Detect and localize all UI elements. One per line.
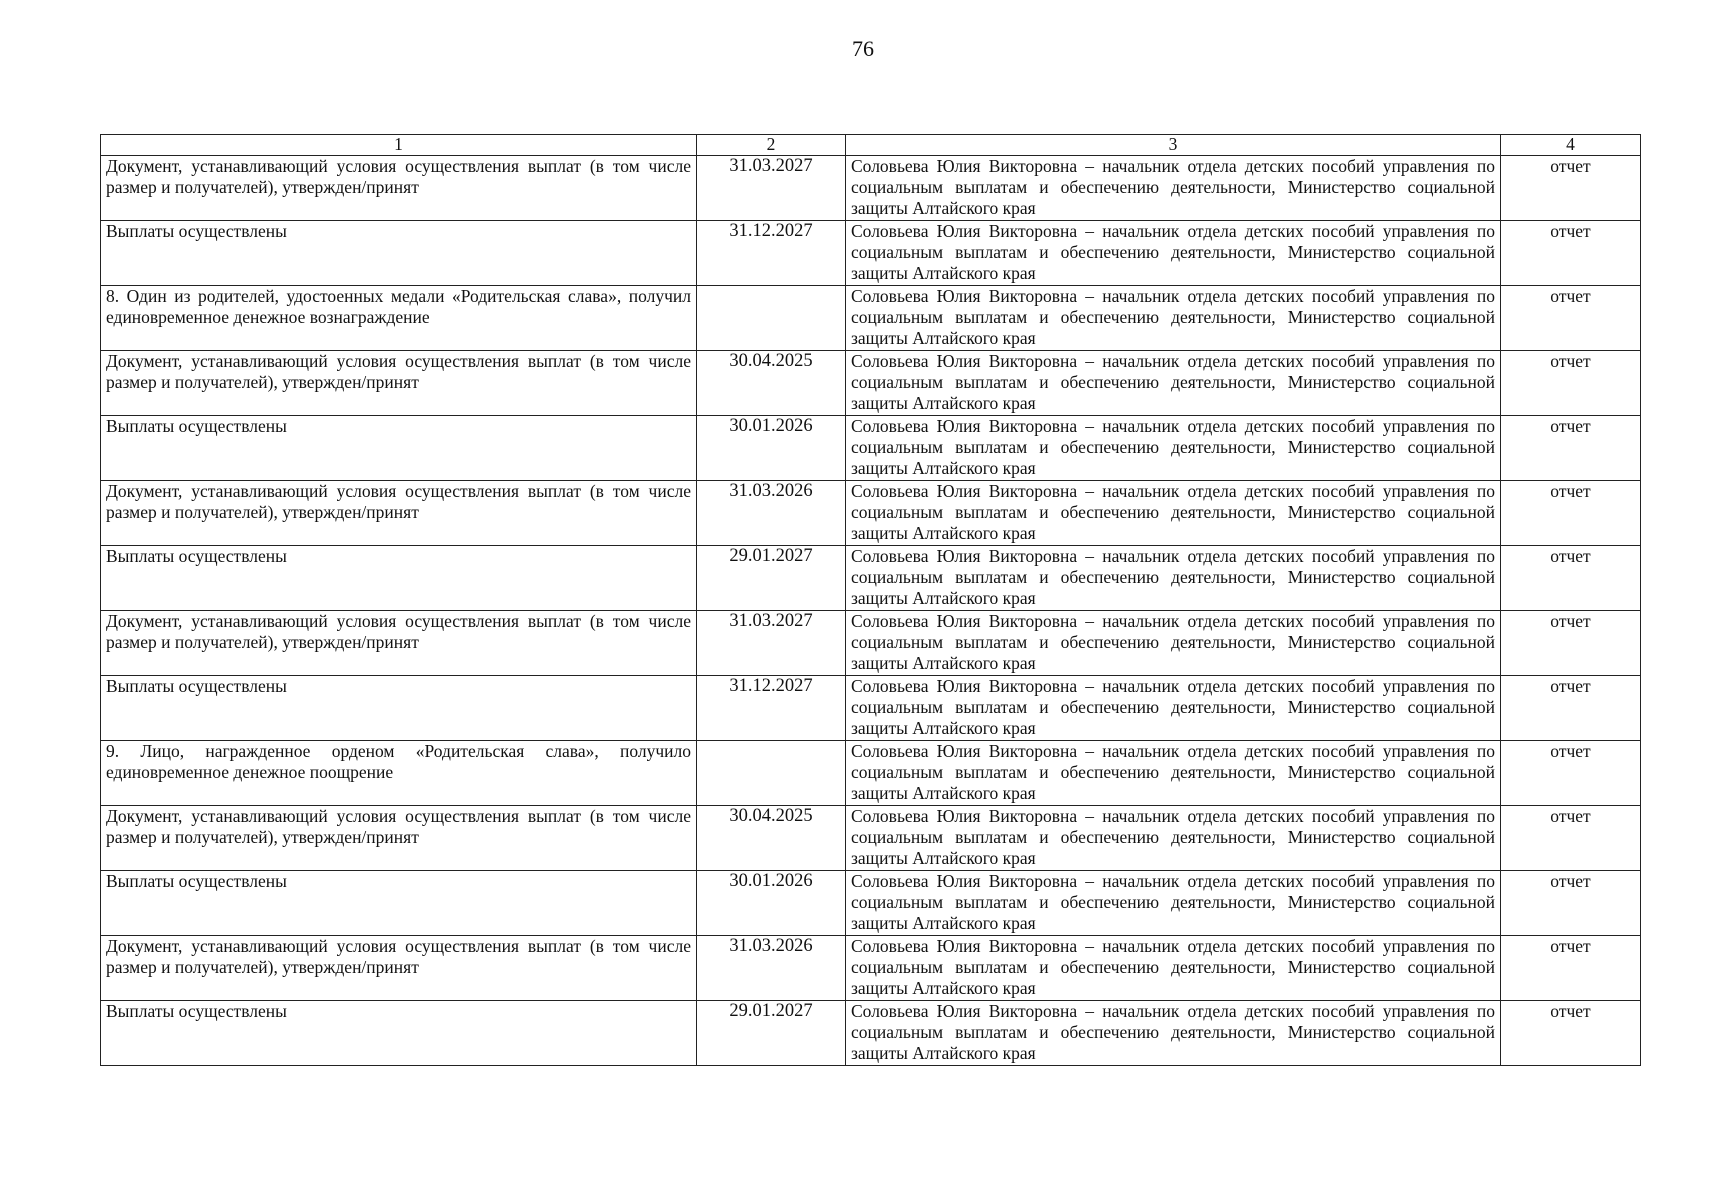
deadline-cell: 30.04.2025 [697,351,846,416]
document-type-cell: отчет [1501,611,1641,676]
responsible-cell: Соловьева Юлия Викторовна – начальник отдела детских пособий управления по социальным выплатам и обеспечению деятельности, Министерство социальной защиты Алтайского края [846,936,1501,1001]
event-name-cell: Документ, устанавливающий условия осуществления выплат (в том числе размер и получателей), утвержден/принят [101,611,697,676]
event-name-cell: Документ, устанавливающий условия осуществления выплат (в том числе размер и получателей), утвержден/принят [101,806,697,871]
table-row [101,221,1641,286]
event-name-cell: Документ, устанавливающий условия осуществления выплат (в том числе размер и получателей), утвержден/принят [101,351,697,416]
responsible-cell: Соловьева Юлия Викторовна – начальник отдела детских пособий управления по социальным выплатам и обеспечению деятельности, Министерство социальной защиты Алтайского края [846,871,1501,936]
header-row [101,135,1641,156]
page-number: 76 [852,36,874,61]
event-name-cell: Выплаты осуществлены [101,676,697,741]
responsible-cell: Соловьева Юлия Викторовна – начальник отдела детских пособий управления по социальным выплатам и обеспечению деятельности, Министерство социальной защиты Алтайского края [846,416,1501,481]
table-row [101,676,1641,741]
event-name-cell: Выплаты осуществлены [101,221,697,286]
document-type-cell: отчет [1501,936,1641,1001]
deadline-cell: 31.12.2027 [697,221,846,286]
document-type-cell: отчет [1501,741,1641,806]
document-type-cell: отчет [1501,676,1641,741]
deadline-cell: 31.03.2026 [697,481,846,546]
event-name-cell: Документ, устанавливающий условия осуществления выплат (в том числе размер и получателей), утвержден/принят [101,481,697,546]
column-header-1: 1 [101,135,697,156]
event-name-cell: 9. Лицо, награжденное орденом «Родительская слава», получило единовременное денежное поощрение [101,741,697,806]
deadline-cell: 30.01.2026 [697,416,846,481]
document-type-cell: отчет [1501,416,1641,481]
document-type-cell: отчет [1501,481,1641,546]
deadline-cell: 29.01.2027 [697,1001,846,1066]
responsible-cell: Соловьева Юлия Викторовна – начальник отдела детских пособий управления по социальным выплатам и обеспечению деятельности, Министерство социальной защиты Алтайского края [846,481,1501,546]
deadline-cell: 30.04.2025 [697,806,846,871]
table-row [101,286,1641,351]
document-type-cell: отчет [1501,1001,1641,1066]
event-name-cell: Документ, устанавливающий условия осуществления выплат (в том числе размер и получателей), утвержден/принят [101,936,697,1001]
column-header-2: 2 [697,135,846,156]
deadline-cell: 31.03.2027 [697,611,846,676]
document-type-cell: отчет [1501,221,1641,286]
table-row [101,416,1641,481]
document-type-cell: отчет [1501,546,1641,611]
table-row [101,741,1641,806]
table-row [101,611,1641,676]
event-name-cell: Выплаты осуществлены [101,1001,697,1066]
responsible-cell: Соловьева Юлия Викторовна – начальник отдела детских пособий управления по социальным выплатам и обеспечению деятельности, Министерство социальной защиты Алтайского края [846,546,1501,611]
table-row [101,481,1641,546]
deadline-cell: 31.12.2027 [697,676,846,741]
event-name-cell: Выплаты осуществлены [101,871,697,936]
document-type-cell: отчет [1501,806,1641,871]
deadline-cell: 31.03.2027 [697,156,846,221]
deadline-cell [697,741,846,806]
responsible-cell: Соловьева Юлия Викторовна – начальник отдела детских пособий управления по социальным выплатам и обеспечению деятельности, Министерство социальной защиты Алтайского края [846,611,1501,676]
deadline-cell [697,286,846,351]
document-type-cell: отчет [1501,156,1641,221]
deadline-cell: 29.01.2027 [697,546,846,611]
responsible-cell: Соловьева Юлия Викторовна – начальник отдела детских пособий управления по социальным выплатам и обеспечению деятельности, Министерство социальной защиты Алтайского края [846,806,1501,871]
table-row [101,936,1641,1001]
responsible-cell: Соловьева Юлия Викторовна – начальник отдела детских пособий управления по социальным выплатам и обеспечению деятельности, Министерство социальной защиты Алтайского края [846,741,1501,806]
table-row [101,806,1641,871]
deadline-cell: 30.01.2026 [697,871,846,936]
responsible-cell: Соловьева Юлия Викторовна – начальник отдела детских пособий управления по социальным выплатам и обеспечению деятельности, Министерство социальной защиты Алтайского края [846,676,1501,741]
document-type-cell: отчет [1501,351,1641,416]
event-name-cell: Выплаты осуществлены [101,546,697,611]
document-type-cell: отчет [1501,286,1641,351]
column-header-4: 4 [1501,135,1641,156]
event-name-cell: 8. Один из родителей, удостоенных медали «Родительская слава», получил единовременное денежное вознаграждение [101,286,697,351]
event-name-cell: Документ, устанавливающий условия осуществления выплат (в том числе размер и получателей), утвержден/принят [101,156,697,221]
column-header-3: 3 [846,135,1501,156]
table-row [101,156,1641,221]
responsible-cell: Соловьева Юлия Викторовна – начальник отдела детских пособий управления по социальным выплатам и обеспечению деятельности, Министерство социальной защиты Алтайского края [846,286,1501,351]
table-row [101,351,1641,416]
table-row [101,871,1641,936]
responsible-cell: Соловьева Юлия Викторовна – начальник отдела детских пособий управления по социальным выплатам и обеспечению деятельности, Министерство социальной защиты Алтайского края [846,221,1501,286]
responsible-cell: Соловьева Юлия Викторовна – начальник отдела детских пособий управления по социальным выплатам и обеспечению деятельности, Министерство социальной защиты Алтайского края [846,156,1501,221]
deadline-cell: 31.03.2026 [697,936,846,1001]
document-type-cell: отчет [1501,871,1641,936]
event-name-cell: Выплаты осуществлены [101,416,697,481]
table-body [101,156,1641,1066]
responsible-cell: Соловьева Юлия Викторовна – начальник отдела детских пособий управления по социальным выплатам и обеспечению деятельности, Министерство социальной защиты Алтайского края [846,351,1501,416]
plan-table [100,134,1641,1066]
table-row [101,1001,1641,1066]
responsible-cell: Соловьева Юлия Викторовна – начальник отдела детских пособий управления по социальным выплатам и обеспечению деятельности, Министерство социальной защиты Алтайского края [846,1001,1501,1066]
table-row [101,546,1641,611]
